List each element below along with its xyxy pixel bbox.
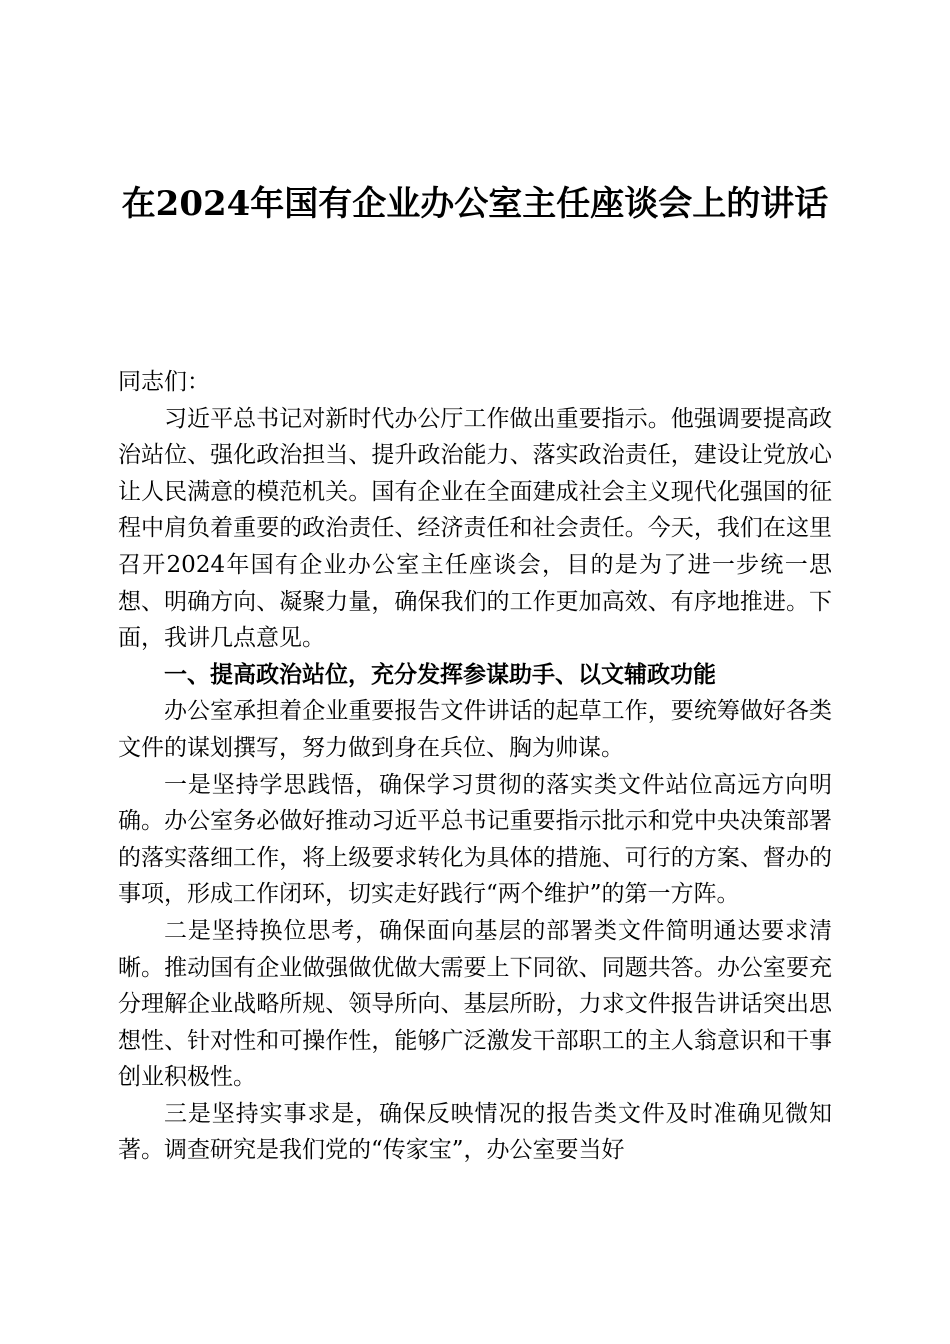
body-paragraph: 三是坚持实事求是，确保反映情况的报告类文件及时准确见微知著。调查研究是我们党的“传家宝”，办公室要当好 — [118, 1100, 832, 1164]
salutation: 同志们： — [118, 369, 210, 395]
body-paragraph: 二是坚持换位思考，确保面向基层的部署类文件简明通达要求清晰。推动国有企业做强做优做大需要上下同欲、同题共答。办公室要充分理解企业战略所规、领导所向、基层所盼，力求文件报告讲话突出思想性、针对性和可操作性，能够广泛激发干部职工的主人翁意识和干事创业积极性。 — [118, 917, 832, 1091]
body-paragraph: 办公室承担着企业重要报告文件讲话的起草工作，要统筹做好各类文件的谋划撰写，努力做到身在兵位、胸为帅谋。 — [118, 698, 832, 761]
document-body — [118, 364, 832, 1169]
intro-paragraph: 习近平总书记对新时代办公厅工作做出重要指示。他强调要提高政治站位、强化政治担当、提升政治能力、落实政治责任，建设让党放心让人民满意的模范机关。国有企业在全面建成社会主义现代化强国的征程中肩负着重要的政治责任、经济责任和社会责任。今天，我们在这里召开2024年国有企业办公室主任座谈会，目的是为了进一步统一思想、明确方向、凝聚力量，确保我们的工作更加高效、有序地推进。下面，我讲几点意见。 — [118, 405, 832, 652]
document-title: 在2024年国有企业办公室主任座谈会上的讲话 — [121, 184, 829, 224]
section-heading: 一、提高政治站位，充分发挥参谋助手、以文辅政功能 — [164, 661, 716, 688]
body-paragraph: 一是坚持学思践悟，确保学习贯彻的落实类文件站位高远方向明确。办公室务必做好推动习近平总书记重要指示批示和党中央决策部署的落实落细工作，将上级要求转化为具体的措施、可行的方案、督办的事项，形成工作闭环，切实走好践行“两个维护”的第一方阵。 — [118, 771, 832, 908]
